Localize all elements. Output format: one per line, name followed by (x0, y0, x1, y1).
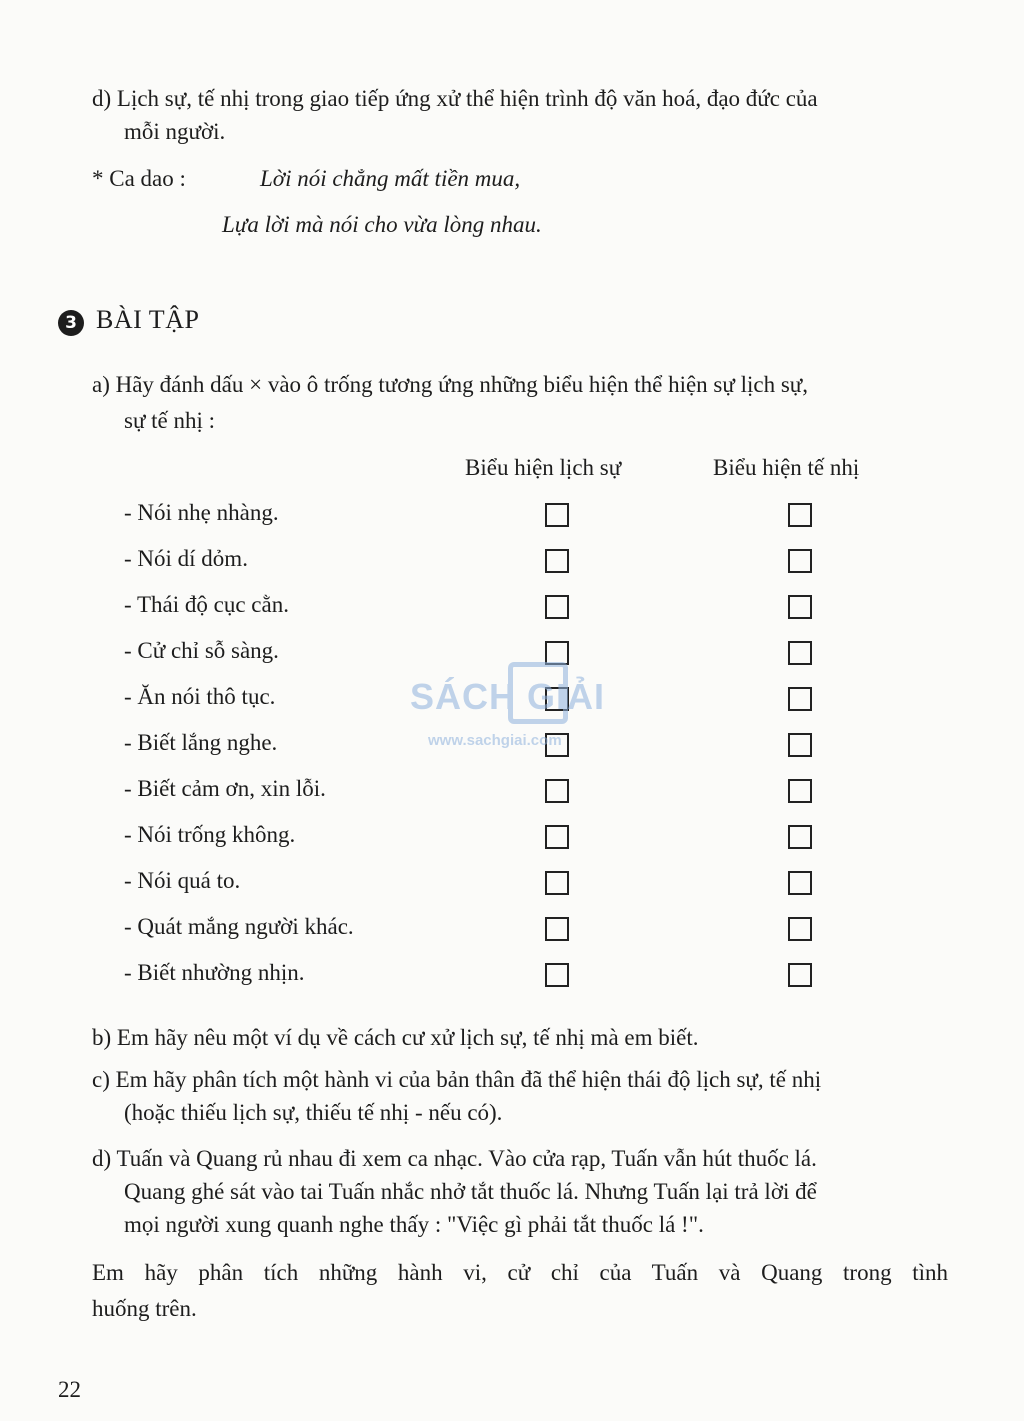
checkbox-te-nhi[interactable] (788, 595, 812, 619)
checkbox-te-nhi[interactable] (788, 871, 812, 895)
checkbox-lich-su[interactable] (545, 595, 569, 619)
section-number-badge: 3 (58, 310, 84, 336)
exercise-a-line2: sự tế nhị : (124, 408, 216, 433)
closing-line2: huống trên. (92, 1296, 197, 1321)
ca-dao-line2: Lựa lời mà nói cho vừa lòng nhau. (222, 212, 542, 237)
column-header-lich-su: Biểu hiện lịch sự (465, 455, 622, 480)
column-header-te-nhi: Biểu hiện tế nhị (713, 455, 860, 480)
row-label: - Cử chỉ sỗ sàng. (124, 638, 279, 663)
checkbox-lich-su[interactable] (545, 503, 569, 527)
watermark-brand: SÁCH GIẢI (410, 676, 606, 717)
row-label: - Nói nhẹ nhàng. (124, 500, 279, 525)
checkbox-lich-su[interactable] (545, 871, 569, 895)
checkbox-lich-su[interactable] (545, 733, 569, 757)
watermark (410, 660, 620, 760)
row-label: - Ăn nói thô tục. (124, 684, 276, 709)
checkbox-te-nhi[interactable] (788, 825, 812, 849)
checkbox-te-nhi[interactable] (788, 687, 812, 711)
row-label: - Nói dí dỏm. (124, 546, 248, 571)
checkbox-lich-su[interactable] (545, 963, 569, 987)
checkbox-lich-su[interactable] (545, 549, 569, 573)
checkbox-te-nhi[interactable] (788, 733, 812, 757)
watermark-url: www.sachgiai.com (428, 732, 562, 749)
ca-dao-label: * Ca dao : (92, 166, 186, 191)
ca-dao-line1: Lời nói chẳng mất tiền mua, (260, 166, 521, 191)
closing-line1: Em hãy phân tích những hành vi, cử chỉ của Tuấn và Quang trong tình (92, 1260, 948, 1285)
checkbox-lich-su[interactable] (545, 825, 569, 849)
checkbox-lich-su[interactable] (545, 917, 569, 941)
row-label: - Biết lắng nghe. (124, 730, 278, 755)
exercise-a-line1: a) Hãy đánh dấu × vào ô trống tương ứng những biểu hiện thể hiện sự lịch sự, (92, 372, 808, 397)
checkbox-te-nhi[interactable] (788, 641, 812, 665)
checkbox-te-nhi[interactable] (788, 963, 812, 987)
point-d-line1: d) Lịch sự, tế nhị trong giao tiếp ứng xử thể hiện trình độ văn hoá, đạo đức của (92, 86, 818, 111)
exercise-d-line2: Quang ghé sát vào tai Tuấn nhắc nhở tắt thuốc lá. Nhưng Tuấn lại trả lời để (124, 1179, 817, 1204)
exercise-b: b) Em hãy nêu một ví dụ về cách cư xử lịch sự, tế nhị mà em biết. (92, 1025, 699, 1050)
checkbox-lich-su[interactable] (545, 779, 569, 803)
checkbox-lich-su[interactable] (545, 641, 569, 665)
point-d-line2: mỗi người. (124, 119, 226, 144)
checkbox-te-nhi[interactable] (788, 917, 812, 941)
row-label: - Biết nhường nhịn. (124, 960, 305, 985)
exercise-d-line1: d) Tuấn và Quang rủ nhau đi xem ca nhạc. Vào cửa rạp, Tuấn vẫn hút thuốc lá. (92, 1146, 817, 1171)
exercise-d-line3: mọi người xung quanh nghe thấy : "Việc gì phải tắt thuốc lá !". (124, 1212, 704, 1237)
checkbox-te-nhi[interactable] (788, 549, 812, 573)
row-label: - Quát mắng người khác. (124, 914, 354, 939)
checkbox-te-nhi[interactable] (788, 503, 812, 527)
row-label: - Nói trống không. (124, 822, 296, 847)
section-title: BÀI TẬP (96, 305, 200, 334)
row-label: - Biết cảm ơn, xin lỗi. (124, 776, 326, 801)
exercise-c-line1: c) Em hãy phân tích một hành vi của bản thân đã thể hiện thái độ lịch sự, tế nhị (92, 1067, 822, 1092)
page-number: 22 (58, 1377, 81, 1402)
exercise-c-line2: (hoặc thiếu lịch sự, thiếu tế nhị - nếu có). (124, 1100, 503, 1125)
row-label: - Nói quá to. (124, 868, 241, 893)
row-label: - Thái độ cục cằn. (124, 592, 289, 617)
checkbox-lich-su[interactable] (545, 687, 569, 711)
checkbox-te-nhi[interactable] (788, 779, 812, 803)
